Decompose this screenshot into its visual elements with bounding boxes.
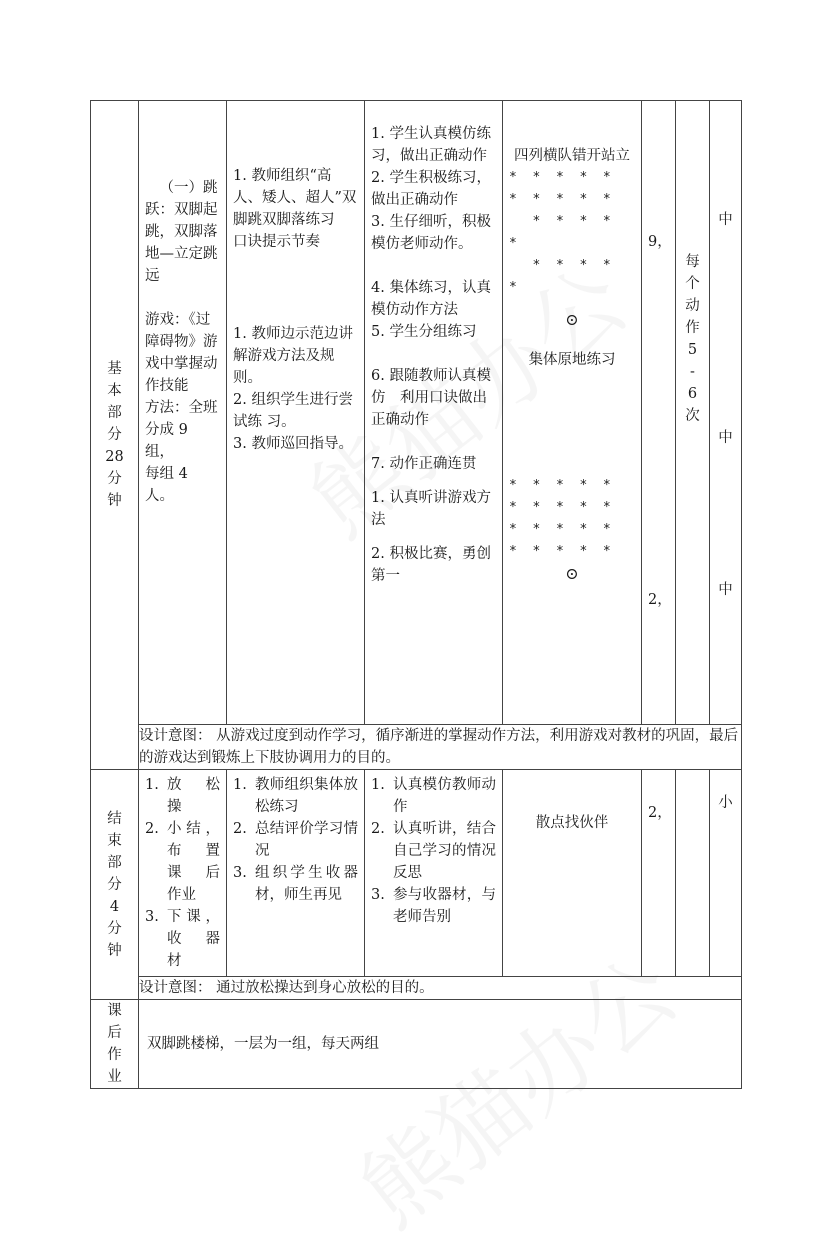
list-item: 2. 认真听讲，结合自己学习的情况反思 xyxy=(371,821,496,881)
formation-caption: 集体原地练习 xyxy=(528,352,616,368)
formation-row: * * * * * xyxy=(509,522,611,537)
ending-time-cell xyxy=(642,770,676,977)
teacher-position-icon: ⊙ xyxy=(565,310,579,329)
formation-row: * xyxy=(509,280,517,295)
student-step-1: 1. 学生认真模仿练习，做出正确动作 xyxy=(371,126,491,164)
intensity-1: 中 xyxy=(718,212,733,228)
teacher-game-3: 3. 教师巡回指导。 xyxy=(233,436,353,452)
formation-title: 四列横队错开站立 xyxy=(514,148,630,164)
ending-teacher-cell xyxy=(227,770,365,977)
student-step-4: 4. 集体练习，认真模仿动作方法 xyxy=(371,280,491,318)
student-step-2: 2. 学生积极练习，做出正确动作 xyxy=(371,170,491,208)
ending-formation-cell xyxy=(503,770,642,977)
basic-section-label: 基 本 部 分 28 分 钟 xyxy=(91,101,139,770)
basic-student-cell xyxy=(365,101,503,725)
basic-content-cell xyxy=(139,101,227,725)
content-jump: （一）跳跃：双脚起跳，双脚落地—立定跳远 xyxy=(145,180,218,284)
ending-intensity-cell xyxy=(710,770,742,977)
ending-section-label: 结 束 部 分 4 分 钟 xyxy=(91,770,139,1000)
formation-row: * * * * * xyxy=(509,500,611,515)
ending-intensity: 小 xyxy=(718,795,733,811)
student-step-5: 5. 学生分组练习 xyxy=(371,324,477,340)
teacher-game-2: 2. 组织学生进行尝试练 习。 xyxy=(233,392,353,430)
formation-row: * xyxy=(509,236,517,251)
time-value-2: 2， xyxy=(648,592,672,608)
teacher-position-icon: ⊙ xyxy=(565,564,579,583)
list-item: 2. 总结评价学习情况 xyxy=(233,821,358,859)
content-method: 方法：全班分成 9 组， xyxy=(145,400,218,460)
time-value-1: 9， xyxy=(648,234,672,250)
basic-section-row xyxy=(91,101,742,725)
formation-row: * * * * xyxy=(509,214,611,229)
basic-design-note: 设计意图： 从游戏过度到动作学习，循序渐进的掌握动作方法，利用游戏对教材的巩固，最后的游戏达到锻炼上下肢协调用力的目的。 xyxy=(139,725,742,770)
list-item: 1. 认真模仿教师动作 xyxy=(371,777,496,815)
content-group: 每组 4 人。 xyxy=(145,466,188,504)
ending-content-cell xyxy=(139,770,227,977)
formation-row: * * * * * xyxy=(509,478,611,493)
basic-intensity-cell xyxy=(710,101,742,725)
basic-formation-cell xyxy=(503,101,642,725)
formation-row: * * * * * xyxy=(509,192,611,207)
list-item: 1. 放 松操 xyxy=(145,777,220,815)
student-game-1: 1. 认真听讲游戏方法 xyxy=(371,490,491,528)
intensity-2: 中 xyxy=(718,430,733,446)
intensity-3: 中 xyxy=(718,582,733,598)
list-item: 1. 教师组织集体放松练习 xyxy=(233,777,358,815)
content-game: 游戏：《过障碍物》游戏中掌握动作技能 xyxy=(145,312,218,394)
formation-row: * * * * * xyxy=(509,170,611,185)
lesson-plan-table xyxy=(90,100,742,1089)
homework-row xyxy=(91,1000,742,1089)
formation-row: * * * * xyxy=(509,258,611,273)
formation-row: * * * * * xyxy=(509,544,611,559)
homework-text: 双脚跳楼梯，一层为一组，每天两组 xyxy=(147,1036,379,1052)
teacher-step-1: 1. 教师组织“高人、矮人、超人”双脚跳双脚落练习 口诀提示节奏 xyxy=(233,168,364,250)
basic-time-cell xyxy=(642,101,676,725)
student-step-3: 3. 生仔细听，积极模仿老师动作。 xyxy=(371,214,491,252)
homework-label: 课 后 作 业 xyxy=(91,1000,139,1089)
homework-cell xyxy=(139,1000,742,1089)
basic-reps-cell: 每 个 动 作 5 - 6 次 xyxy=(676,101,710,725)
ending-design-row xyxy=(91,977,742,1000)
student-step-7: 7. 动作正确连贯 xyxy=(371,456,477,472)
list-item: 3. 组织学生收器材，师生再见 xyxy=(233,865,358,903)
ending-reps-cell xyxy=(676,770,710,977)
list-item: 3. 参与收器材，与老师告别 xyxy=(371,887,496,925)
basic-design-row xyxy=(91,725,742,770)
student-game-2: 2. 积极比赛，勇创第一 xyxy=(371,546,491,584)
list-item: 2. 小结，布 置课 后作业 xyxy=(145,821,220,903)
ending-section-row xyxy=(91,770,742,977)
ending-design-note: 设计意图： 通过放松操达到身心放松的目的。 xyxy=(139,977,742,1000)
student-step-6: 6. 跟随教师认真模仿 利用口诀做出正确动作 xyxy=(371,368,491,428)
list-item: 3. 下课，收 器材 xyxy=(145,909,220,969)
ending-time: 2， xyxy=(648,805,672,821)
teacher-game-1: 1. 教师边示范边讲解游戏方法及规则。 xyxy=(233,326,353,386)
ending-student-cell xyxy=(365,770,503,977)
basic-teacher-cell xyxy=(227,101,365,725)
ending-formation: 散点找伙伴 xyxy=(535,815,609,831)
